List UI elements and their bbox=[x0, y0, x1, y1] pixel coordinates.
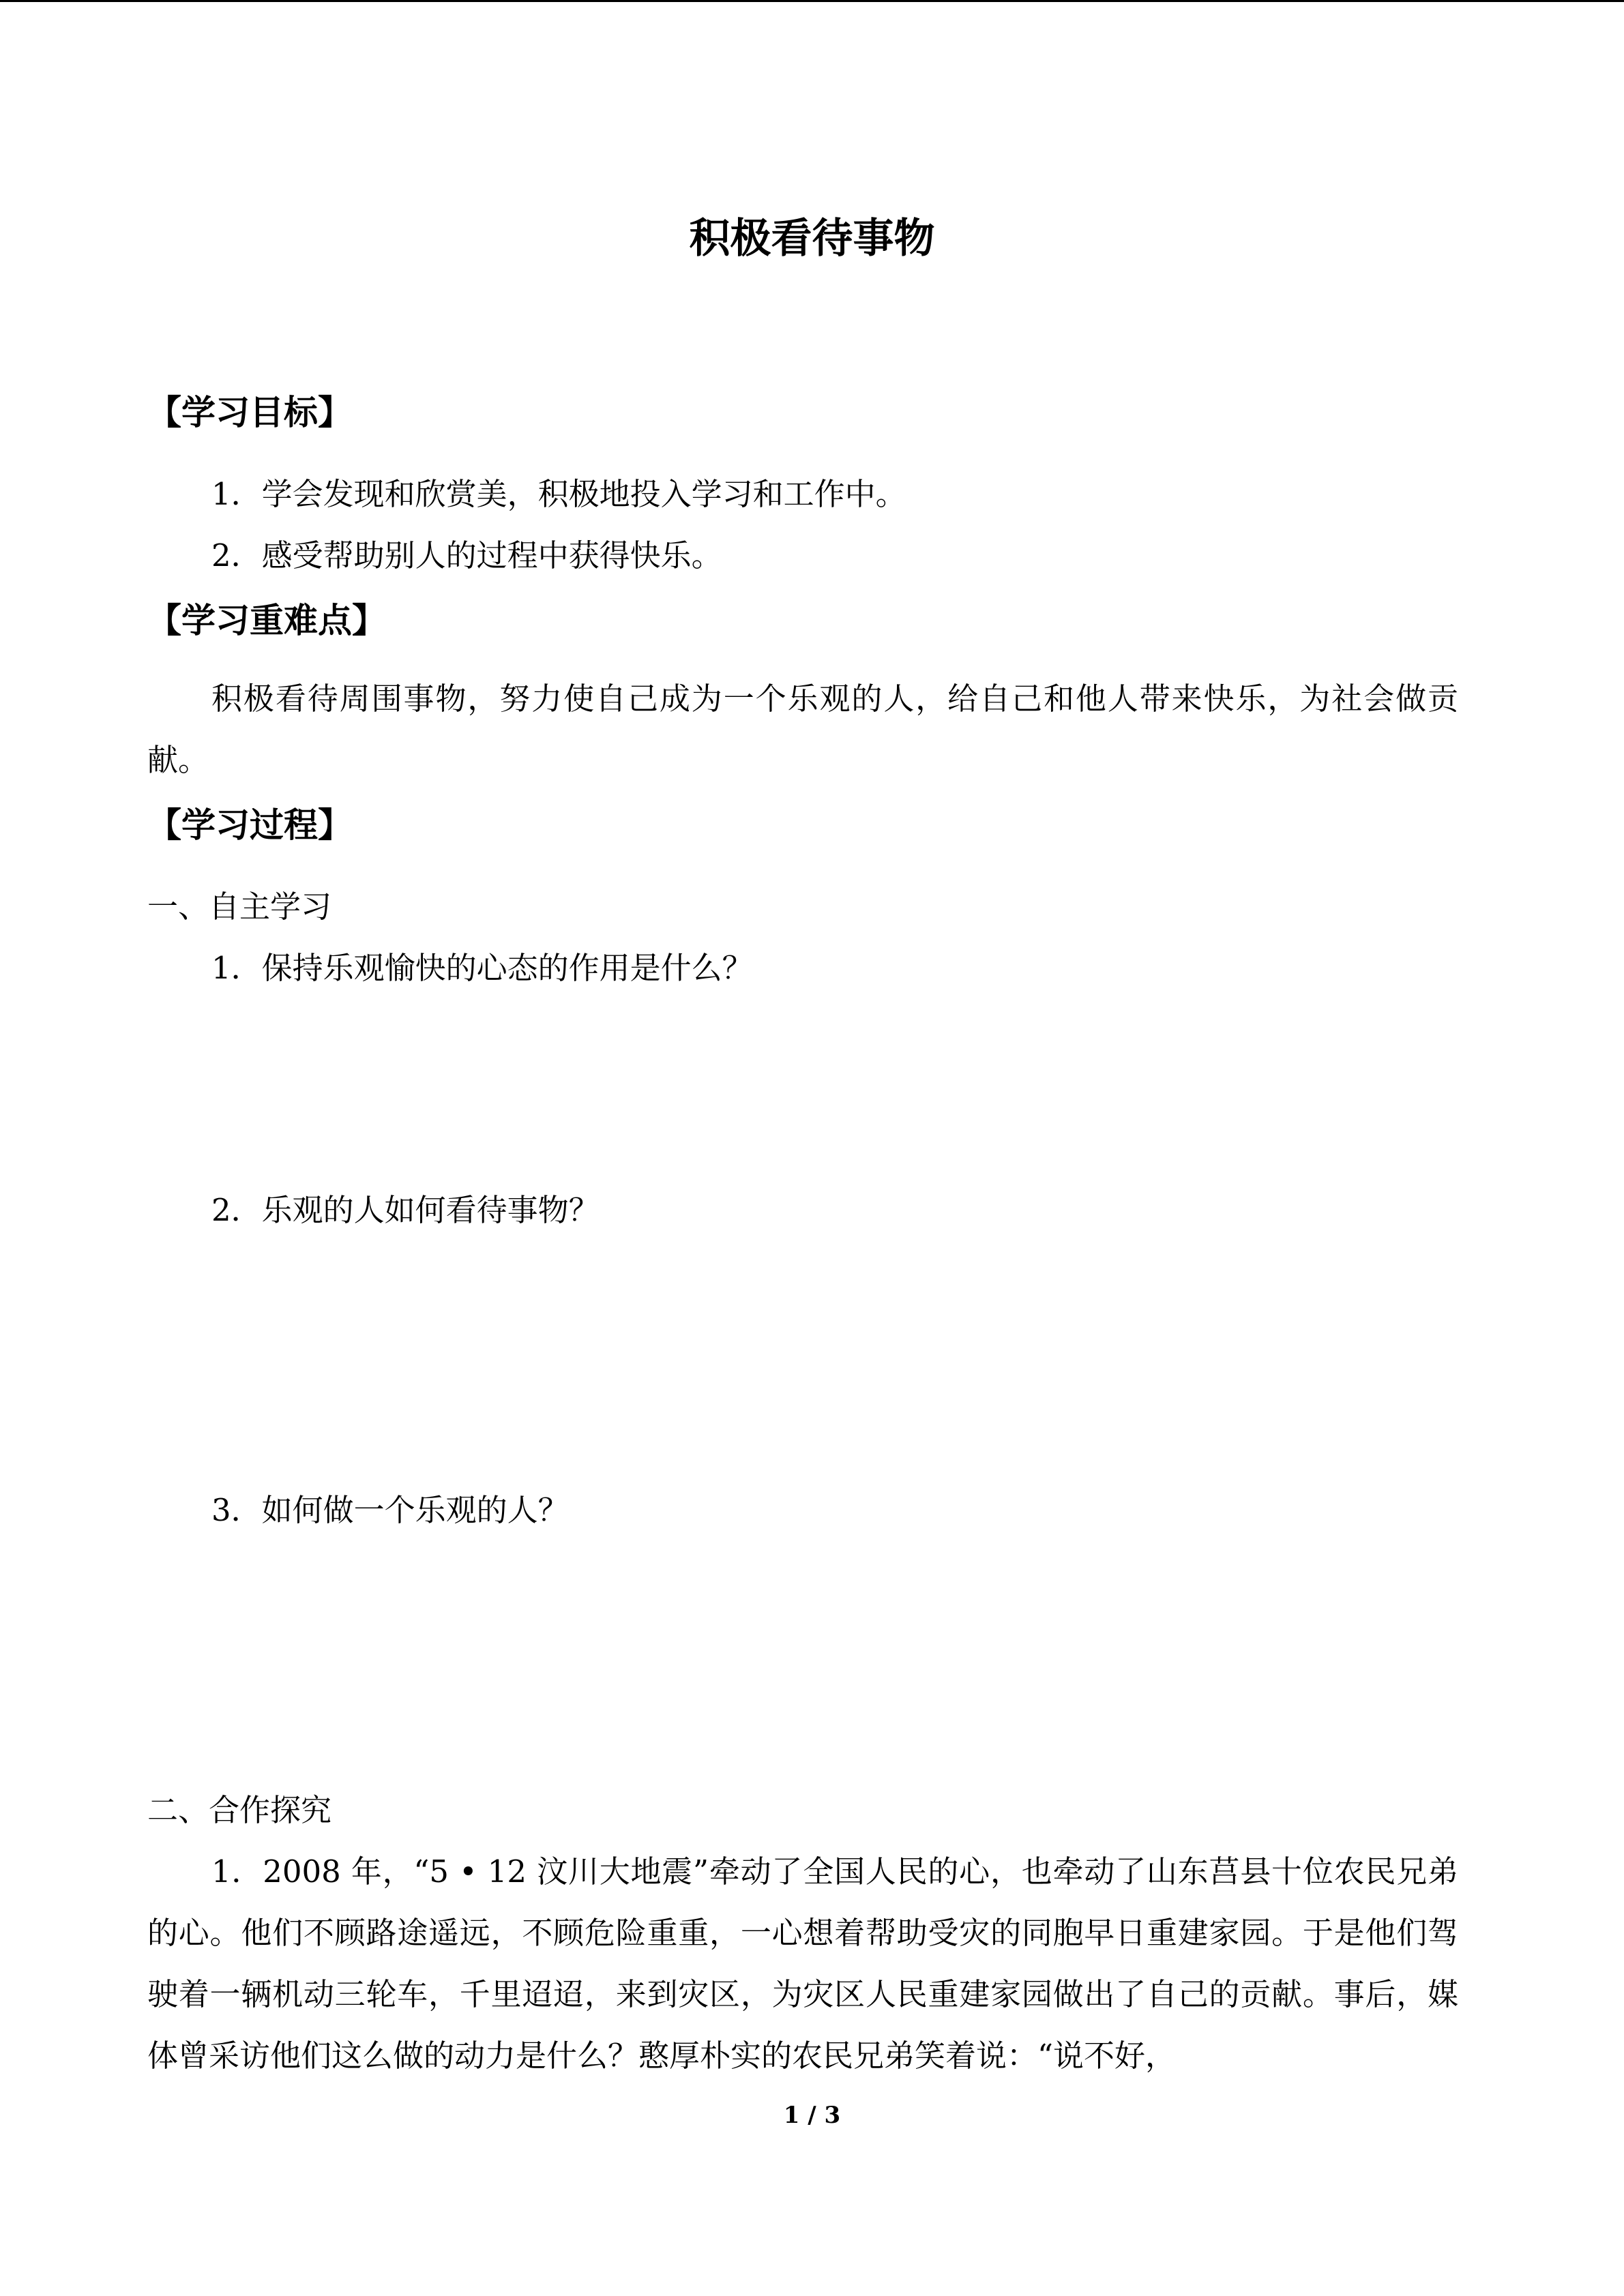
page-number: 1 / 3 bbox=[783, 2102, 841, 2129]
document-title: 积极看待事物 bbox=[689, 215, 935, 263]
process-heading: 【学习过程】 bbox=[147, 805, 352, 845]
objectives-heading: 【学习目标】 bbox=[147, 393, 352, 432]
self-study-question-3: 3．如何做一个乐观的人？ bbox=[211, 1492, 569, 1528]
key-points-heading: 【学习重难点】 bbox=[147, 601, 386, 640]
objective-item-2: 2．感受帮助别人的过程中获得快乐。 bbox=[211, 537, 722, 573]
self-study-label: 一、自主学习 bbox=[147, 889, 332, 925]
objective-item-1: 1．学会发现和欣赏美，积极地投入学习和工作中。 bbox=[211, 476, 906, 512]
top-border-line bbox=[0, 0, 1624, 2]
cooperative-inquiry-label: 二、合作探究 bbox=[147, 1792, 332, 1828]
key-points-paragraph: 积极看待周围事物，努力使自己成为一个乐观的人，给自己和他人带来快乐，为社会做贡献。 bbox=[147, 681, 1458, 778]
self-study-question-1: 1．保持乐观愉快的心态的作用是什么？ bbox=[211, 950, 753, 986]
cooperative-inquiry-paragraph: 1．2008 年，“5 • 12 汶川大地震”牵动了全国人民的心，也牵动了山东莒县十位农民兄弟的心。他们不顾路途遥远，不顾危险重重，一心想着帮助受灾的同胞早日重建家园。于是他们驾驶着一辆机动三轮车，千里迢迢，来到灾区，为灾区人民重建家园做出了自己的贡献。事后，媒体曾采访他们这么做的动力是什么？憨厚朴实的农民兄弟笑着说：“说不好， bbox=[147, 1853, 1458, 2074]
self-study-question-2: 2．乐观的人如何看待事物？ bbox=[211, 1192, 600, 1228]
